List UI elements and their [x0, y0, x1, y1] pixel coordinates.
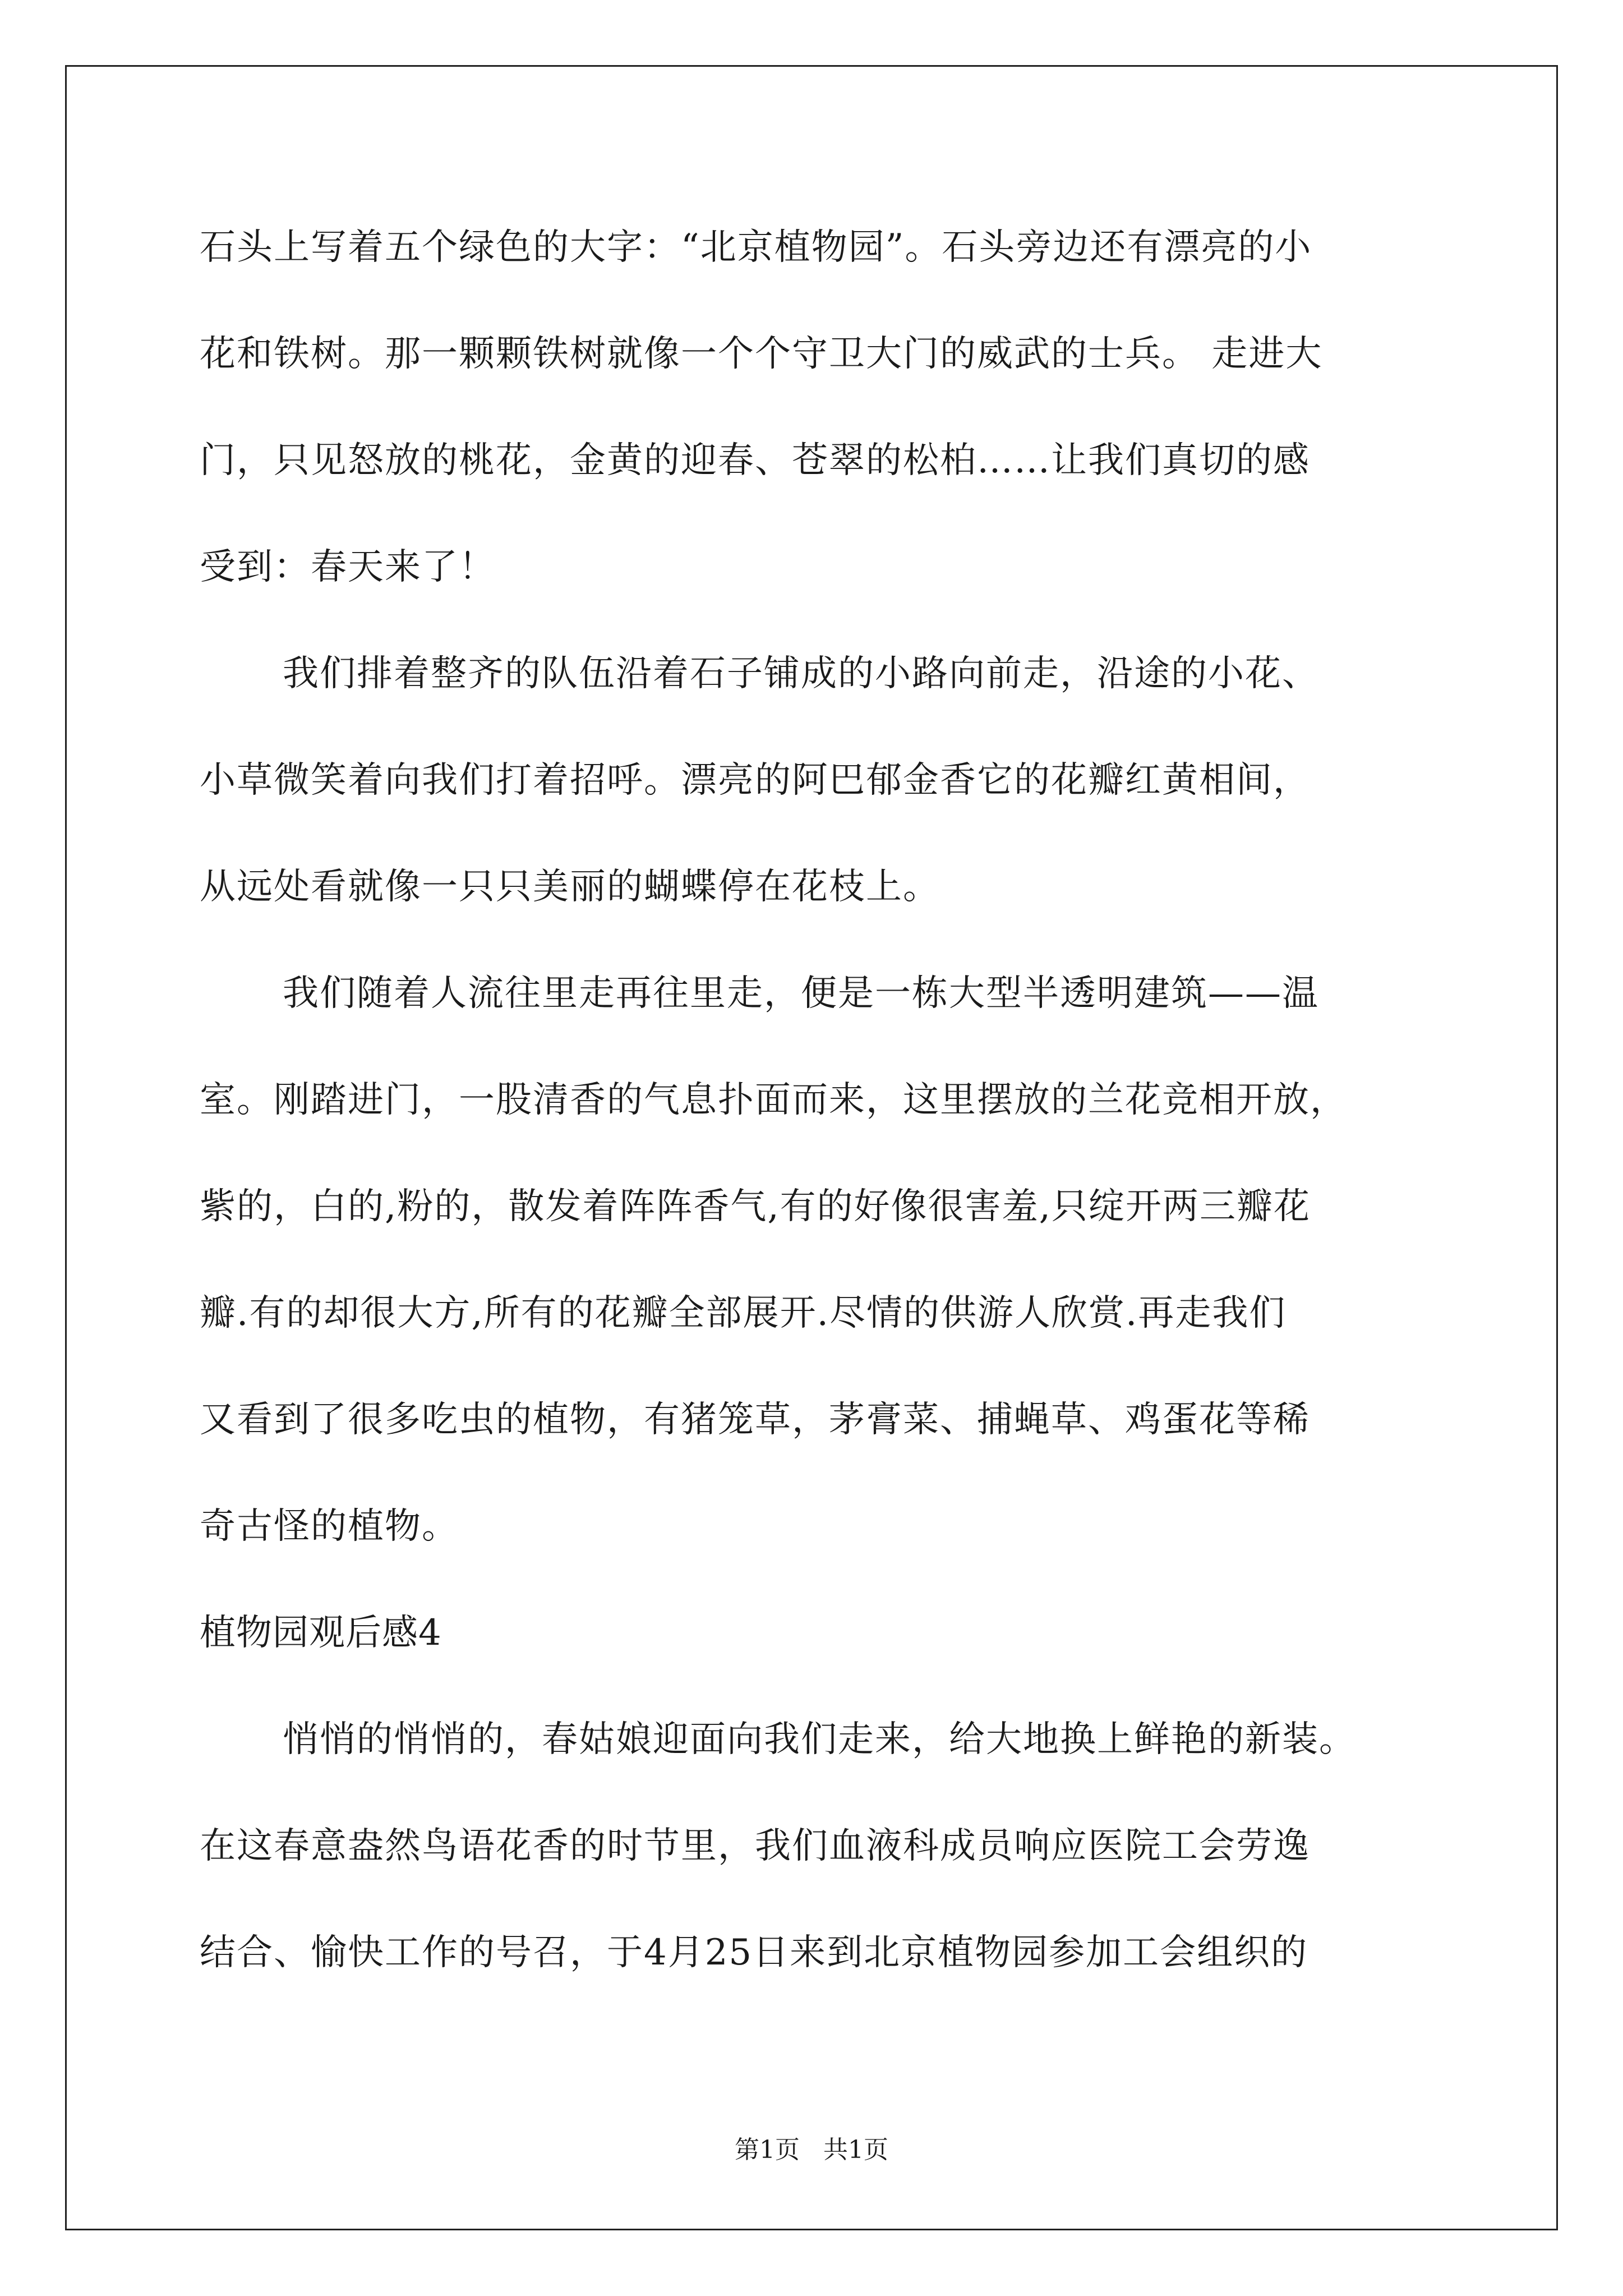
section-heading: 植物园观后感4 — [200, 1612, 442, 1654]
text-line: 石头上写着五个绿色的大字：“北京植物园”。石头旁边还有漂亮的小 — [200, 227, 1312, 268]
page-footer: 第1页 共1页 — [735, 2136, 888, 2164]
paragraph-first-line: 我们随着人流往里走再往里走，便是一栋大型半透明建筑——温 — [283, 973, 1319, 1014]
paragraph-first-line: 悄悄的悄悄的，春姑娘迎面向我们走来，给大地换上鲜艳的新装。 — [283, 1719, 1356, 1760]
text-line: 受到：春天来了！ — [200, 546, 496, 588]
text-line: 从远处看就像一只只美丽的蝴蝶停在花枝上。 — [200, 866, 940, 908]
text-line: 门，只见怒放的桃花，金黄的迎春、苍翠的松柏……让我们真切的感 — [200, 440, 1310, 481]
text-line: 室。刚踏进门，一股清香的气息扑面而来，这里摆放的兰花竞相开放， — [200, 1079, 1347, 1121]
text-line: 又看到了很多吃虫的植物，有猪笼草，茅膏菜、捕蝇草、鸡蛋花等稀 — [200, 1399, 1310, 1441]
page-border — [65, 65, 1558, 2230]
text-line: 奇古怪的植物。 — [200, 1506, 459, 1547]
paragraph-first-line: 我们排着整齐的队伍沿着石子铺成的小路向前走，沿途的小花、 — [283, 653, 1319, 694]
text-line: 紫的，白的,粉的，散发着阵阵香气,有的好像很害羞,只绽开两三瓣花 — [200, 1186, 1311, 1227]
text-line: 瓣.有的却很大方,所有的花瓣全部展开.尽情的供游人欣赏.再走我们 — [200, 1292, 1287, 1334]
text-line: 花和铁树。那一颗颗铁树就像一个个守卫大门的威武的士兵。 走进大 — [200, 333, 1323, 375]
text-line: 小草微笑着向我们打着招呼。漂亮的阿巴郁金香它的花瓣红黄相间， — [200, 760, 1310, 801]
text-line: 结合、愉快工作的号召，于4月25日来到北京植物园参加工会组织的 — [200, 1932, 1308, 1973]
text-line: 在这春意盎然鸟语花香的时节里，我们血液科成员响应医院工会劳逸 — [200, 1825, 1310, 1867]
